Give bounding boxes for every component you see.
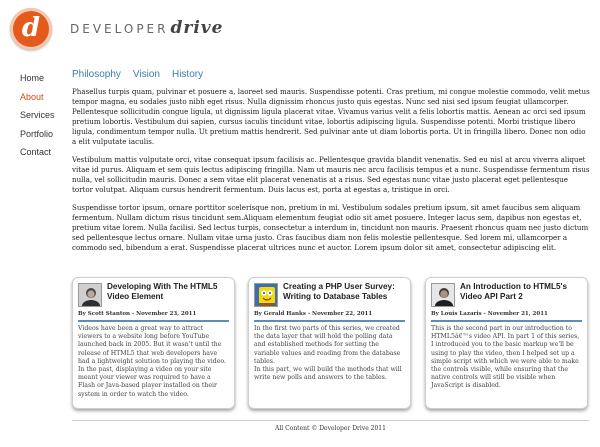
card-byline: By Gerald Hanks - November 22, 2011 (254, 311, 405, 322)
sidebar-item-portfolio[interactable]: Portfolio (20, 128, 54, 139)
card-body: This is the second part in our introduction to HTML5â€™s video API. In part 1 of this series, I introduced you to the basic markup we'll be using to play the video, then I helped set up a simple script with which we were able to make the controls visible, while ensuring that the native controls will still be visible when JavaScript is disabled. (431, 325, 580, 390)
paragraph: Phasellus turpis quam, pulvinar et posuere a, laoreet sed mauris. Suspendisse potenti. Cras pretium, mi congue molestie commodo, velit metus tempor magna, eu sodales justo nibh eget risus. Nulla dignissim rhoncus justo quis egestas. Nunc sed nisi sed ipsum feugiat ullamcorper. Pellentesque sollicitudin congue ligula, ut dignissim ligula placerat vitae. Vivamus varius velit a felis lobortis mattis. Aenean ac orci sed ipsum pretium lobortis. Vestibulum dui sapien, cursus iaculis tincidunt vitae, lobortis adipiscing ligula. Suspendisse potenti. Morbi tristique libero ligula, condimentum tempor nulla. Ut pretium mattis hendrerit. Sed pulvinar ante ut diam lobortis porta. Ut in fringilla libero. Donec non odio a elit vulputate iaculis. (72, 87, 590, 146)
main-content (72, 87, 590, 261)
site-logo-text[interactable] (70, 18, 223, 42)
author-photo-icon (431, 283, 455, 307)
brand-part-1: DEVELOPER (70, 22, 169, 36)
card-byline: By Scott Stanton - November 23, 2011 (78, 311, 229, 322)
sidebar-item-about[interactable]: About (20, 91, 44, 102)
tab-vision[interactable]: Vision (132, 69, 160, 80)
paragraph: Suspendisse tortor ipsum, ornare porttitor scelerisque non, pretium in mi. Vestibulum sodales pretium ipsum, sit amet faucibus sem aliquam fermentum. Nullam dictum risus tincidunt sem.Aliquam elementum feugiat odio sit amet posuere. Integer lacus sem, dapibus non egestas et, pretium vitae lorem. Nulla facilisi. Sed lectus turpis, consectetur a interdum in, tincidunt non mauris. Praesent rhoncus quam nec justo dictum sed pellentesque lectus ornare. Nullam vitae urna justo. Cras faucibus diam non felis molestie pellentesque. Sed lorem mi, ullamcorper a commodo sed, bibendum a erat. Suspendisse placerat ultrices nunc et auctor. Lorem ipsum dolor sit amet, consectetur adipiscing elit. (72, 203, 589, 252)
card-body: Videos have been a great way to attract viewers to a website long before YouTube launched back in 2005. But it wasn't until the release of HTML5 that web developers have had a lightweight solution to playing the video. In the past, displaying a video on your site meant your viewer was required to have a Flash or Java-based player installed on their system in order to watch the video. (78, 325, 226, 398)
card-title[interactable]: Creating a PHP User Survey: Writing to Database Tables (283, 282, 395, 301)
footer-text: All Content © Developer Drive 2011 (275, 425, 386, 432)
card-title[interactable]: An Introduction to HTML5's Video API Part 2 (460, 282, 568, 301)
sidebar-nav (20, 69, 70, 162)
article-card[interactable] (425, 277, 588, 409)
brand-part-2: drive (170, 18, 224, 38)
card-byline: By Louis Lazaris - November 21, 2011 (431, 311, 582, 322)
card-body: In the first two parts of this series, we created the data layer that will hold the polling data and established methods for setting the variable values and reading from the database tables. In this part, we will build the methods that will write new polls and answers to the tables. (254, 325, 402, 382)
sidebar-item-home[interactable]: Home (20, 73, 45, 83)
paragraph: Vestibulum mattis vulputate orci, vitae consequat ipsum facilisis ac. Pellentesque gravida blandit venenatis. Sed eu nisl at arcu viverra aliquet vitae id purus. Aliquam et sem quis lectus adipiscing fringilla. Nam ut mauris nec arcu facilisis tempus et a nunc. Suspendisse fermentum risus nulla, vel sollicitudin mauris. Donec a sem vitae elit placerat venenatis at a risus. Sed egestas nunc vitae justo placerat eget pellentesque tortor volutpat. Aliquam cursus hendrerit fermentum. Duis lacus est, porta at egestas a, tristique in orci. (72, 155, 590, 194)
card-title[interactable]: Developing With The HTML5 Video Element (107, 282, 218, 301)
tab-history[interactable]: History (171, 69, 204, 80)
section-tabs (72, 69, 215, 80)
logo-letter: d (21, 12, 41, 43)
logo-icon[interactable] (10, 8, 52, 50)
sidebar-item-contact[interactable]: Contact (20, 147, 52, 157)
article-card[interactable] (72, 277, 235, 409)
tab-philosophy[interactable]: Philosophy (72, 69, 121, 80)
author-photo-icon (78, 283, 102, 307)
cartoon-avatar-icon (254, 283, 278, 307)
article-cards (72, 277, 589, 409)
article-card[interactable] (248, 277, 411, 409)
footer-divider (72, 420, 589, 421)
sidebar-item-services[interactable]: Services (20, 110, 55, 120)
